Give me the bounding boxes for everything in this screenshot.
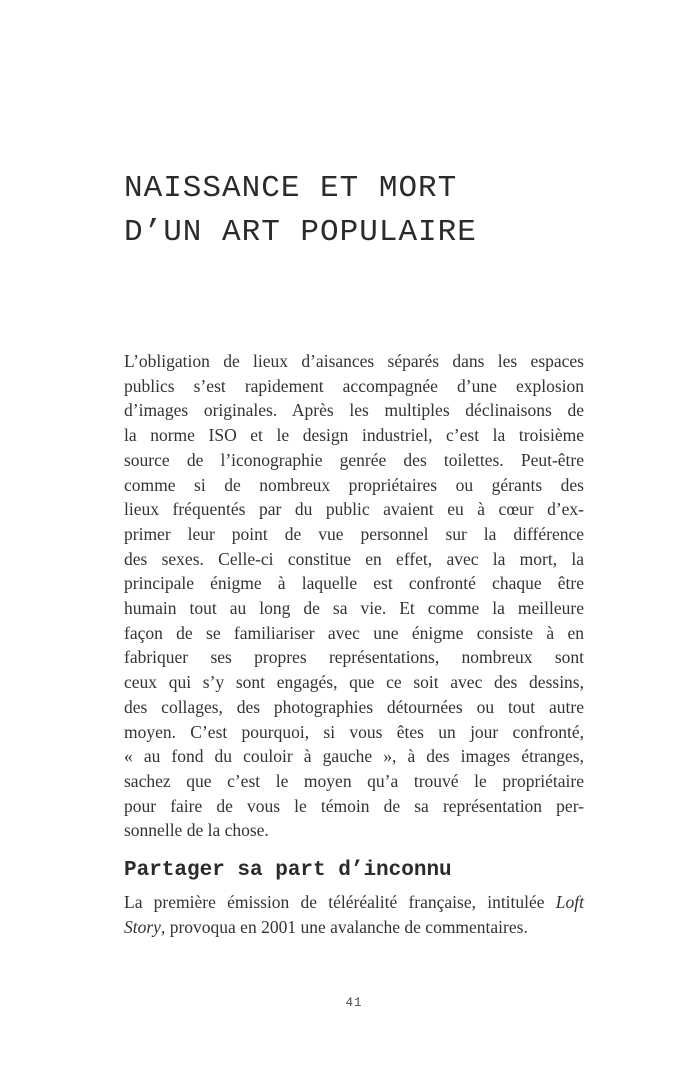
page-number: 41 (345, 996, 363, 1010)
text: d’images originales. Après les multiples déclinaisons de (124, 400, 584, 421)
text: La première émission de téléréalité française, intitulée (124, 892, 556, 912)
text: L’obligation de lieux d’aisances séparés dans les espaces (124, 351, 584, 371)
text-line (124, 744, 584, 769)
paragraph-loft-story (124, 890, 584, 939)
text: lieux fréquentés par du public avaient eu à cœur d’ex- (124, 499, 584, 520)
text: « au fond du couloir à gauche », à des images étranges, (124, 746, 584, 767)
text-line (124, 448, 584, 473)
text: sachez que c’est le moyen qu’a trouvé le propriétaire (124, 770, 584, 791)
text: primer leur point de vue personnel sur la différence (124, 523, 584, 544)
text-line (124, 695, 584, 720)
text: principale énigme à laquelle est confronté chaque être (124, 573, 584, 594)
text: source de l’iconographie genrée des toilettes. Peut-être (124, 449, 584, 470)
text-line (124, 398, 584, 423)
text-line (124, 349, 584, 374)
text: fabriquer ses propres représentations, nombreux sont (124, 647, 584, 668)
text: la norme ISO et le design industriel, c’est la troisième (124, 425, 584, 446)
text-line (124, 818, 584, 843)
text-line (124, 473, 584, 498)
text: des collages, des photographies détournées ou tout autre (124, 696, 584, 717)
text-line (124, 670, 584, 695)
text-line (124, 621, 584, 646)
chapter-title-line: NAISSANCE ET MORT (124, 171, 458, 206)
text-line (124, 596, 584, 621)
text-line (124, 522, 584, 547)
text-line (124, 720, 584, 745)
text: humain tout au long de sa vie. Et comme la meilleure (124, 598, 584, 619)
paragraph-intro (124, 349, 584, 843)
italic-text: Story (124, 916, 161, 937)
text-line (124, 497, 584, 522)
text: ceux qui s’y sont engagés, que ce soit avec des dessins, (124, 672, 584, 693)
text: publics s’est rapidement accompagnée d’une explosion (124, 375, 584, 396)
text: comme si de nombreux propriétaires ou gérants des (124, 474, 584, 495)
text-line (124, 890, 584, 915)
text: des sexes. Celle-ci constitue en effet, avec la mort, la (124, 548, 584, 569)
text: , provoqua en 2001 une avalanche de commentaires. (160, 916, 528, 937)
text-line (124, 794, 584, 819)
text-line (124, 915, 584, 940)
text: sonnelle de la chose. (124, 820, 269, 841)
text-line (124, 571, 584, 596)
text: façon de se familiariser avec une énigme consiste à en (124, 622, 584, 643)
text: moyen. C’est pourquoi, si vous êtes un jour confronté, (124, 721, 584, 742)
text-line (124, 769, 584, 794)
text-line (124, 423, 584, 448)
text: pour faire de vous le témoin de sa représentation per- (124, 795, 584, 816)
text-line (124, 374, 584, 399)
text-line (124, 547, 584, 572)
chapter-title-line: D’UN ART POPULAIRE (124, 215, 477, 250)
section-heading: Partager sa part d’inconnu (124, 859, 452, 882)
chapter-title (124, 167, 477, 255)
text-line (124, 645, 584, 670)
italic-text: Loft (555, 892, 584, 912)
